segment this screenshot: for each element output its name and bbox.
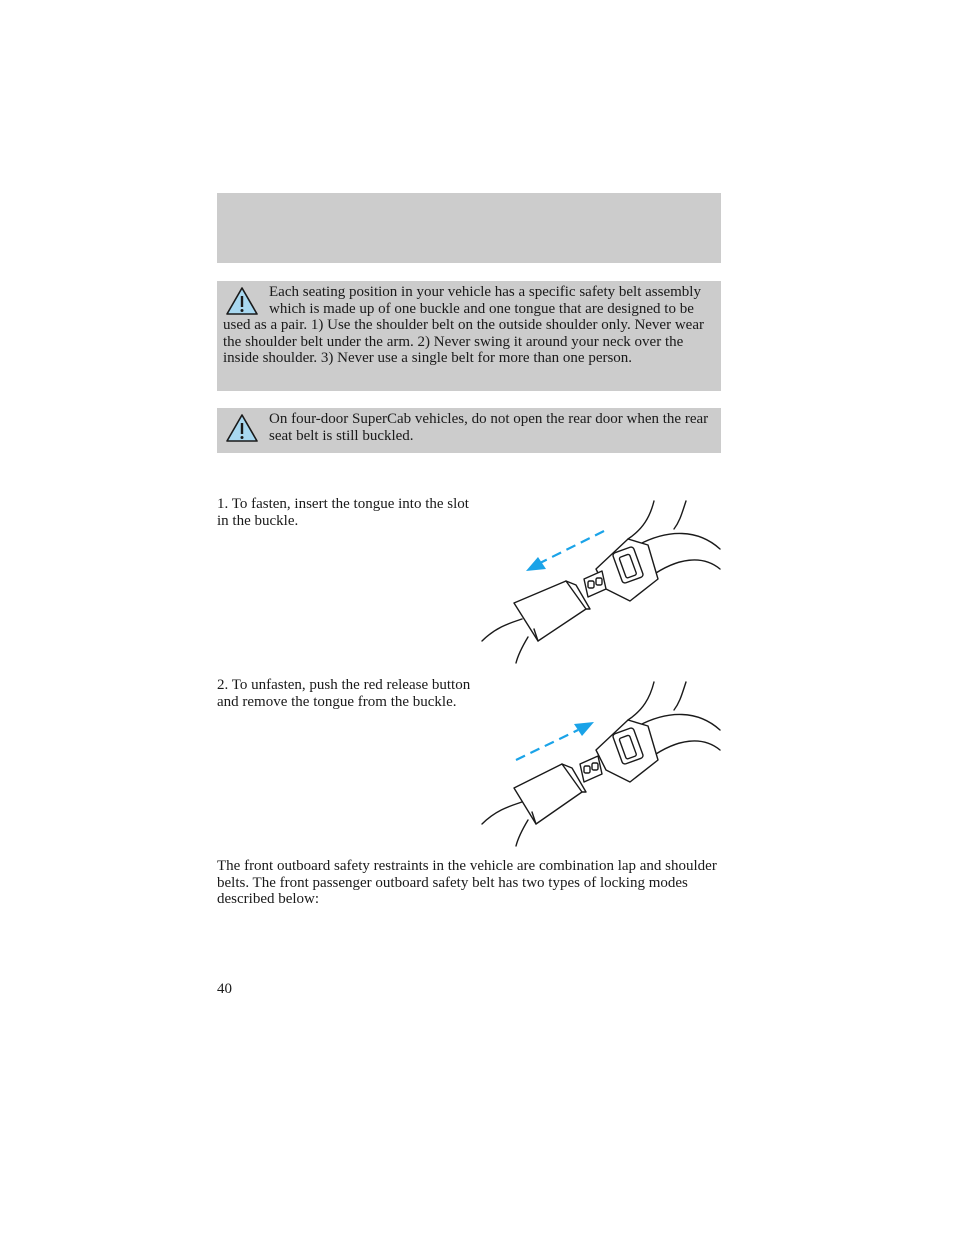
- warning-box-rear-door: [217, 408, 721, 453]
- seatbelt-fasten-illustration: [478, 497, 723, 667]
- page-number: 40: [217, 981, 232, 997]
- seatbelt-unfasten-illustration: [478, 678, 723, 848]
- warning-text: Each seating position in your vehicle has a specific safety belt assembly which is made up of one buckle and one tongue that are designed to be used as a pair. 1) Use the shoulder belt on the outside shoulder only. Never wear the shoulder belt under the arm. 2) Never swing it around your neck over the inside shoulder. 3) Never use a single belt for more than one person.: [223, 284, 704, 366]
- section-header-bar: [217, 193, 721, 263]
- body-paragraph: The front outboard safety restraints in the vehicle are combination lap and shoulder belts. The front passenger outboard safety belt has two types of locking modes described below:: [217, 858, 717, 907]
- warning-triangle-icon: [225, 413, 259, 443]
- step-fasten-text: 1. To fasten, insert the tongue into the slot in the buckle.: [217, 496, 469, 529]
- step-unfasten-text: 2. To unfasten, push the red release button and remove the tongue from the buckle.: [217, 677, 471, 710]
- warning-box-belt-assembly: [217, 281, 721, 391]
- warning-triangle-icon: [225, 286, 259, 316]
- warning-text: On four-door SuperCab vehicles, do not open the rear door when the rear seat belt is still buckled.: [269, 411, 709, 444]
